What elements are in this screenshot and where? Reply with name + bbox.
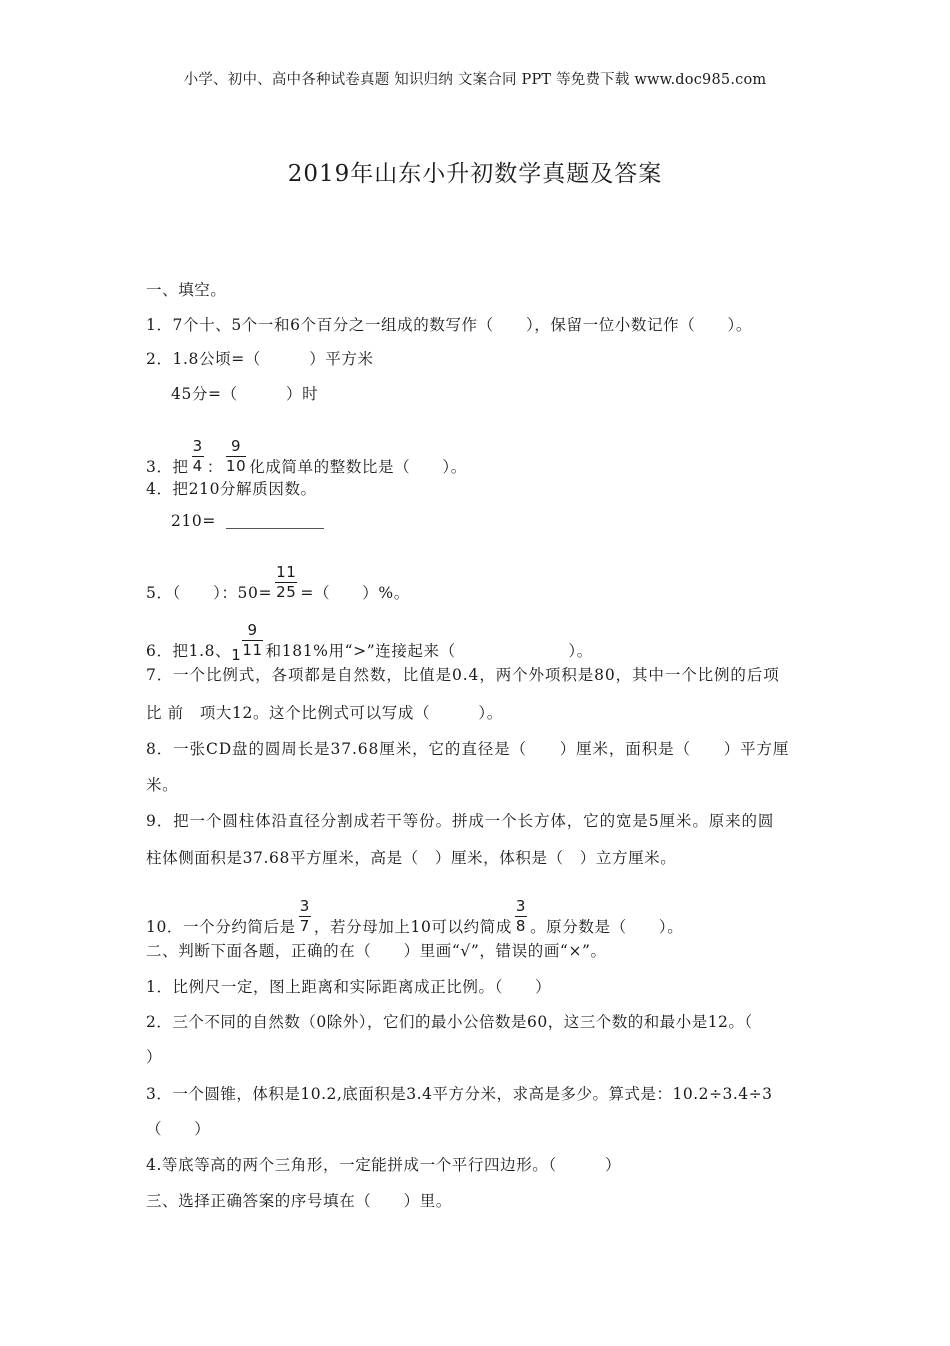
q6-prefix: 6．把1.8、 bbox=[146, 642, 232, 660]
fill-question-2a: 2．1.8公顷=（ ）平方米 bbox=[146, 350, 374, 368]
q3-prefix: 3．把 bbox=[146, 458, 189, 476]
q3-fraction-2-den: 10 bbox=[225, 457, 247, 475]
q10-prefix: 10．一个分约简后是 bbox=[146, 918, 296, 936]
judge-question-3a: 3．一个圆锥，体积是10.2,底面积是3.4平方分米，求高是多少。算式是：10.2÷3.4÷3 bbox=[146, 1085, 773, 1103]
section-heading-judge: 二、判断下面各题，正确的在（ ）里画“√”，错误的画“×”。 bbox=[146, 942, 607, 960]
fill-question-8b: 米。 bbox=[146, 776, 179, 794]
q3-fraction-2-num: 9 bbox=[226, 437, 246, 457]
fill-question-10 bbox=[146, 897, 683, 937]
q6-fraction bbox=[242, 621, 262, 660]
q3-suffix: 化成简单的整数比是（ ）。 bbox=[249, 458, 467, 476]
q4-equation: 210= bbox=[171, 512, 216, 530]
q3-fraction-1-den: 4 bbox=[192, 457, 203, 475]
section-heading-choice: 三、选择正确答案的序号填在（ ）里。 bbox=[146, 1192, 452, 1210]
judge-question-1: 1．比例尺一定，图上距离和实际距离成正比例。（ ） bbox=[146, 978, 552, 996]
q10-fraction-1-num: 3 bbox=[299, 897, 310, 915]
fill-question-3 bbox=[146, 437, 467, 477]
fill-question-9a: 9．把一个圆柱体沿直径分割成若干等份。拼成一个长方体，它的宽是5厘米。原来的圆 bbox=[146, 812, 775, 830]
q10-fraction-2-den: 8 bbox=[515, 917, 527, 935]
page-header: 小学、初中、高中各种试卷真题 知识归纳 文案合同 PPT 等免费下载 www.doc985.com bbox=[183, 72, 767, 88]
q10-fraction-2 bbox=[515, 897, 527, 936]
fill-question-7b: 比 前 项大12。这个比例式可以写成（ ）。 bbox=[146, 704, 503, 722]
q5-prefix: 5．（ ）：50= bbox=[146, 584, 273, 602]
q5-fraction bbox=[275, 563, 297, 602]
q10-suffix: 。原分数是（ ）。 bbox=[530, 918, 684, 936]
q6-fraction-num: 9 bbox=[242, 621, 262, 641]
page-title: 2019年山东小升初数学真题及答案 bbox=[287, 161, 663, 187]
q10-fraction-1 bbox=[299, 897, 311, 936]
fill-question-1: 1．7个十、5个一和6个百分之一组成的数写作（ ），保留一位小数记作（ ）。 bbox=[146, 316, 752, 334]
q6-fraction-den: 11 bbox=[242, 641, 263, 659]
q6-whole: 1 bbox=[231, 646, 242, 664]
q10-fraction-2-num: 3 bbox=[515, 897, 527, 915]
fill-question-2b: 45分=（ ）时 bbox=[171, 385, 319, 403]
q5-fraction-den: 25 bbox=[276, 583, 297, 601]
fill-question-4b bbox=[171, 512, 324, 530]
fill-question-6 bbox=[146, 621, 593, 664]
section-heading-fill: 一、填空。 bbox=[146, 281, 227, 299]
fill-question-5 bbox=[146, 563, 410, 603]
q3-fraction-1-num: 3 bbox=[192, 437, 203, 455]
q4-answer-line[interactable] bbox=[226, 528, 324, 529]
q5-fraction-num: 11 bbox=[276, 563, 297, 581]
fill-question-4a: 4．把210分解质因数。 bbox=[146, 480, 317, 498]
q10-fraction-1-den: 7 bbox=[299, 917, 310, 935]
q3-fraction-1 bbox=[192, 437, 204, 476]
q6-suffix: 和181%用“>”连接起来（ ）。 bbox=[265, 642, 593, 660]
q3-colon: ： bbox=[206, 458, 223, 476]
fill-question-9b: 柱体侧面积是37.68平方厘米，高是（ ）厘米，体积是（ ）立方厘米。 bbox=[146, 849, 677, 867]
judge-question-2a: 2．三个不同的自然数（0除外），它们的最小公倍数是60，这三个数的和最小是12。（ bbox=[146, 1013, 753, 1031]
q5-suffix: =（ ）%。 bbox=[300, 584, 410, 602]
judge-question-3b: （ ） bbox=[146, 1120, 211, 1138]
judge-question-2b: ） bbox=[146, 1048, 163, 1066]
fill-question-8a: 8．一张CD盘的圆周长是37.68厘米，它的直径是（ ）厘米，面积是（ ）平方厘 bbox=[146, 740, 790, 758]
q10-middle: ，若分母加上10可以约简成 bbox=[313, 918, 512, 936]
fill-question-7a: 7．一个比例式，各项都是自然数，比值是0.4，两个外项积是80，其中一个比例的后项 bbox=[146, 666, 780, 684]
q3-fraction-2 bbox=[226, 437, 246, 476]
judge-question-4: 4.等底等高的两个三角形，一定能拼成一个平行四边形。（ ） bbox=[146, 1156, 622, 1174]
